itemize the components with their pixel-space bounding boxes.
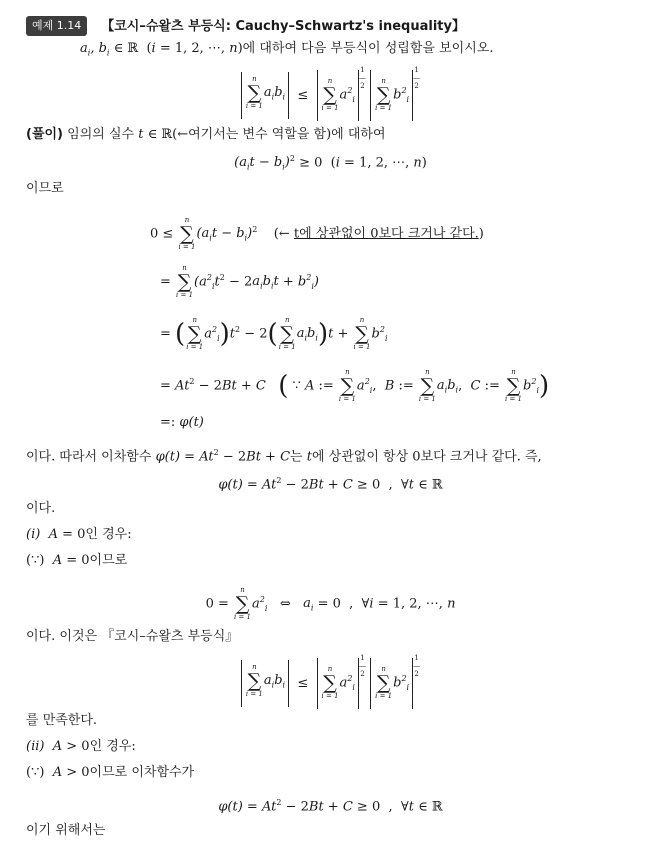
line-ida-text: 이다. 따라서 이차함수 [26,449,152,465]
case1-title: 인 경우: [85,527,132,542]
case2-because-line: (∵) A > 0이므로 이차함수가 [26,765,195,780]
derivation-line-4: = $At^2 - 2Bt + C$ ( ∵ A := n ∑ i = 1 $a^2_i$, B := n ∑ i = 1 $a_ib_i$, C := n ∑ i = 1 $b^2_i$) [160,367,550,403]
case1-heading: (i) A = 0인 경우: [26,527,132,542]
solution-intro-text2: (←여기서는 변수 역할을 함)에 대하여 [172,127,386,142]
derivation-line-2: = n ∑ i = 1 $(a^2_it^2 - 2a_ib_it + b^2_i)$ [160,263,319,299]
phi-nonneg-2: $\varphi(t) = At^2 - 2Bt + C \ge 0$ , ∀t ∈ ℝ [218,798,443,815]
problem-statement-text: 에 대하여 다음 부등식이 성립함을 보이시오. [242,41,494,56]
case2-heading: (ii) A > 0인 경우: [26,739,136,754]
line-ida-text3: 에 상관없이 항상 0보다 크거나 같다. 즉, [311,449,542,465]
case2-title: 인 경우: [89,739,136,754]
example-title: 【코시–슈왈츠 부등식: Cauchy–Schwartz's inequality】 [101,19,465,34]
solution-label: (풀이) [26,127,63,142]
problem-statement: $a_i$, $b_i$ ∈ ℝ (i = 1, 2, ⋯, n)에 대하여 다음 부등식이 성립함을 보이시오. [80,41,494,58]
case1-satisfies: 를 만족한다. [26,713,98,728]
line-ida-text2: 는 [290,449,303,465]
case1-equivalence: 0 = n ∑ i = 1 $a^2_i$ ⇔ $a_i = 0$ , ∀i = 1, 2, ⋯, n [205,585,456,621]
derivation-line-1: 0 ≤ n ∑ i = 1 $(a_it - b_i)^2$ (← t에 상관없이 0보다 크거나 같다.) [150,215,484,251]
solution-intro-text: 임의의 실수 [67,127,135,142]
inequality-2: n ∑ i = 1 $a_ib_i$ ≤ n ∑ i = 1 $a^2_i$ 1 — 2 n ∑ i = 1 $b^2_i$ 1 — 2 [0,658,661,706]
case2-because: 이므로 이차함수가 [89,765,195,780]
phi-nonneg-1: $\varphi(t) = At^2 - 2Bt + C \ge 0$ , ∀t ∈ ℝ [218,476,443,493]
case1-because: 이므로 [89,553,128,568]
line-ida: 이다. [26,501,56,516]
example-header [26,16,465,36]
case1-because-line: (∵) A = 0이므로 [26,553,128,568]
inequality-1: n ∑ i = 1 $a_ib_i$ ≤ n ∑ i = 1 $a^2_i$ 1 — 2 n ∑ i = 1 $b^2_i$ 1 — 2 [0,70,661,118]
last-line: 이기 위해서는 [26,823,106,838]
derivation-line-5: =: φ(t) [160,415,204,430]
note-underlined: t에 상관없이 0보다 크거나 같다. [293,226,479,242]
square-nonneg: $(a_it - b_i)^2 \ge 0$ (i = 1, 2, ⋯, n) [234,154,427,172]
case1-result-line: 이다. 이것은 『코시–슈왈츠 부등식』 [26,629,239,644]
line-quadratic: 이다. 따라서 이차함수 $\varphi(t) = At^2 - 2Bt + C$는 t에 상관없이 항상 0보다 크거나 같다. 즉, [26,448,542,465]
solution-intro: (풀이) 임의의 실수 t ∈ ℝ(←여기서는 변수 역할을 함)에 대하여 [26,127,386,142]
example-badge: 예제 1.14 [26,16,87,36]
line-imeuro: 이므로 [26,181,64,196]
derivation-line-3: = ( n ∑ i = 1 $a^2_i)t^2 - 2$( n ∑ i = 1 $a_ib_i)t$ + n ∑ i = 1 $b^2_i$ [160,315,388,351]
